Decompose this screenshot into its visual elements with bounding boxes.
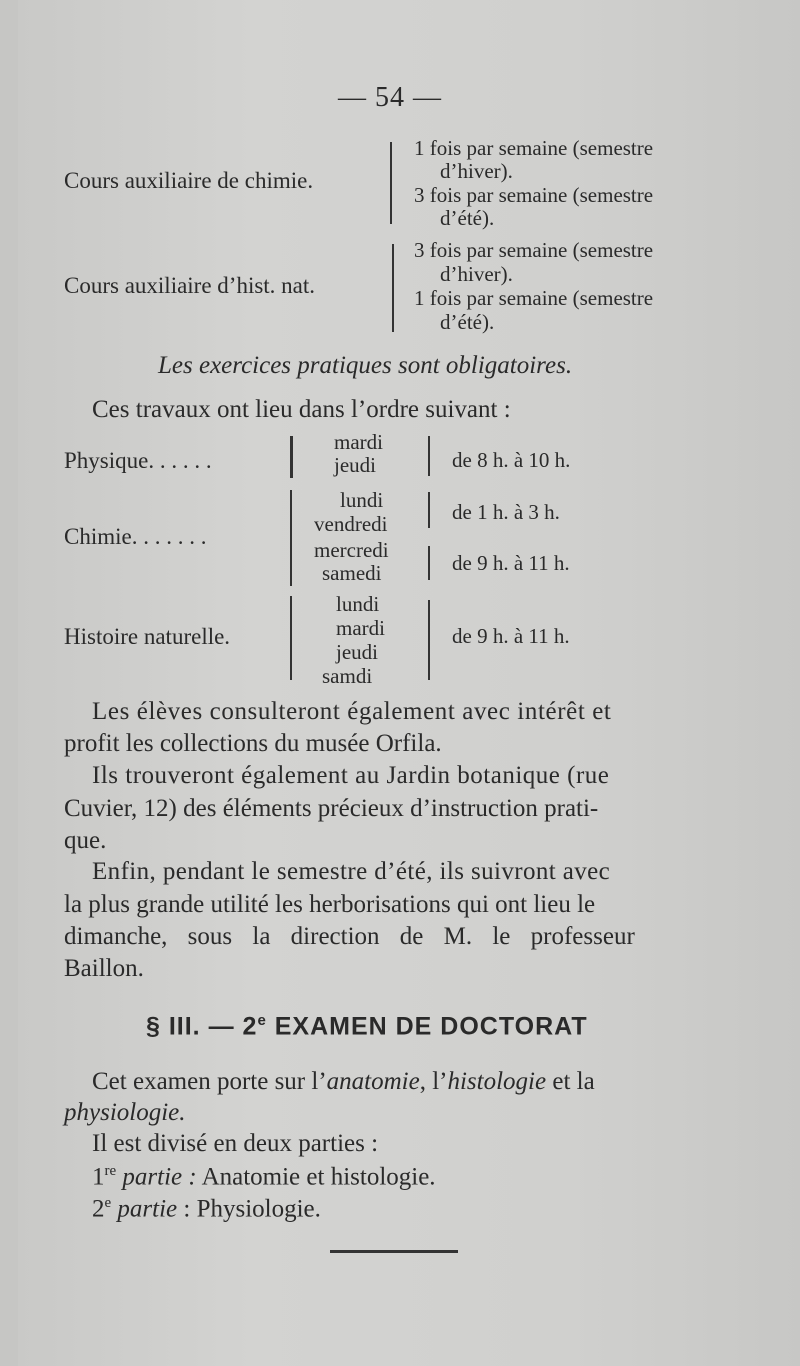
subject-physique: Physique. . . . . . [64, 448, 212, 473]
course-chimie-line: 1 fois par semaine (semestre [414, 136, 654, 160]
course-hist-line: 1 fois par semaine (semestre [414, 286, 654, 310]
day: samedi [322, 561, 382, 585]
brace [428, 600, 438, 680]
subject-histoire: Histoire naturelle. [64, 624, 231, 649]
exam-line: Il est divisé en deux parties : [92, 1130, 379, 1157]
mandatory-note: Les exercices pratiques sont obligatoires. [158, 352, 573, 379]
paragraph-line: Les élèves consulteront également avec intérêt et [92, 698, 612, 725]
day: jeudi [336, 640, 378, 664]
paragraph-line: Ils trouveront également au Jardin botanique (rue [92, 762, 610, 789]
day: lundi [340, 488, 384, 512]
day: samdi [322, 664, 373, 688]
course-chimie-line: d’hiver). [440, 159, 513, 183]
exam-part-1: 1re partie : Anatomie et histologie. [92, 1163, 436, 1191]
hours: de 8 h. à 10 h. [452, 448, 571, 472]
paragraph-line: Cuvier, 12) des éléments précieux d’instruction prati- [64, 795, 599, 822]
day: vendredi [314, 512, 388, 536]
brace [390, 142, 400, 224]
subject-chimie: Chimie. . . . . . . [64, 524, 207, 549]
book-page [18, 0, 800, 1366]
paragraph-line: Baillon. [64, 955, 144, 982]
hours: de 1 h. à 3 h. [452, 500, 560, 524]
paragraph-line: dimanche, sous la direction de M. le professeur [64, 923, 635, 950]
page-number: — 54 — [338, 82, 442, 113]
end-rule [330, 1250, 458, 1253]
day: mardi [336, 616, 385, 640]
course-hist-label: Cours auxiliaire d’hist. nat. [64, 273, 316, 298]
exam-line: Cet examen porte sur l’anatomie, l’histologie et la [92, 1068, 595, 1095]
course-chimie-line: d’été). [440, 206, 495, 230]
course-hist-line: 3 fois par semaine (semestre [414, 238, 654, 262]
brace [428, 436, 438, 476]
brace [428, 546, 438, 580]
brace [290, 436, 301, 478]
paragraph-line: profit les collections du musée Orfila. [64, 730, 442, 757]
order-intro: Ces travaux ont lieu dans l’ordre suivant : [92, 396, 511, 423]
brace [290, 490, 300, 586]
day: mercredi [314, 538, 389, 562]
course-hist-line: d’hiver). [440, 262, 513, 286]
paragraph-line: que. [64, 827, 107, 854]
day: jeudi [334, 453, 376, 477]
section-heading: § III. — 2e EXAMEN DE DOCTORAT [146, 1012, 588, 1041]
hours: de 9 h. à 11 h. [452, 551, 570, 575]
course-hist-line: d’été). [440, 310, 495, 334]
hours: de 9 h. à 11 h. [452, 624, 570, 648]
course-chimie-line: 3 fois par semaine (semestre [414, 183, 654, 207]
day: mardi [334, 430, 383, 454]
day: lundi [336, 592, 380, 616]
paragraph-line: la plus grande utilité les herborisations qui ont lieu le [64, 891, 596, 918]
brace [392, 244, 402, 332]
exam-line: physiologie. [64, 1099, 186, 1126]
course-chimie-label: Cours auxiliaire de chimie. [64, 168, 314, 193]
exam-part-2: 2e partie : Physiologie. [92, 1195, 321, 1223]
brace [290, 596, 300, 680]
paragraph-line: Enfin, pendant le semestre d’été, ils suivront avec [92, 858, 611, 885]
brace [428, 492, 438, 528]
